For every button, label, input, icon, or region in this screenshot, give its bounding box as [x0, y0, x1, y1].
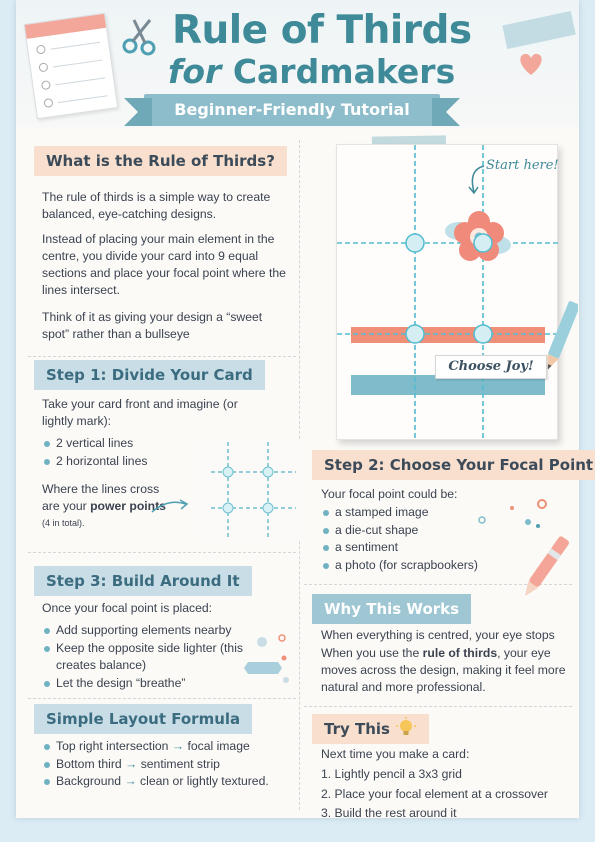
subtitle-ribbon: Beginner-Friendly Tutorial [144, 94, 440, 126]
heart-icon [516, 48, 546, 78]
washi-tape-icon [502, 11, 575, 49]
arrow-icon [150, 496, 190, 516]
tutorial-sheet [16, 0, 594, 820]
what-paragraph-3: Think of it as giving your design a “sweet spot” rather than a bullseye [42, 310, 263, 341]
why-paragraph-1: When everything is centred, your eye stops [321, 628, 555, 642]
lightbulb-icon [395, 717, 417, 739]
list-item: 2 vertical lines [42, 435, 192, 453]
why-text-bold: rule of thirds [422, 646, 498, 660]
arrow-icon: → [124, 774, 137, 788]
arrow-icon: → [171, 739, 185, 753]
list-item: a photo (for scrapbookers) [321, 557, 521, 575]
list-item: a stamped image [321, 504, 521, 522]
mini-grid-diagram [196, 440, 306, 540]
sentiment-label: Choose Joy! [435, 355, 547, 379]
what-paragraph-2: Instead of placing your main element in the centre, you divide your card into 9 equal sections and place your focal point where the lines intersect. [42, 232, 286, 297]
power-where: Where the lines cross are your [42, 482, 160, 513]
section-divider [304, 706, 572, 707]
try-intro: Next time you make a card: [321, 747, 470, 761]
pen-icon [516, 530, 572, 608]
try-title-text: Try This [324, 720, 390, 738]
list-item [42, 756, 302, 774]
card-grid [337, 145, 559, 441]
try-title [312, 714, 429, 744]
formula-key: Top right intersection [56, 739, 169, 753]
page-title-line2 [168, 52, 455, 91]
start-here-label: Start here! [486, 158, 559, 173]
formula-list [42, 738, 302, 791]
title-cardmakers: Cardmakers [232, 52, 456, 91]
try-list [321, 765, 576, 824]
header [16, 0, 579, 128]
why-title: Why This Works [312, 594, 471, 624]
section-divider [28, 552, 296, 553]
step2-title: Step 2: Choose Your Focal Point [312, 450, 595, 480]
stamp-shapes-icon [238, 632, 294, 690]
list-item [42, 773, 302, 791]
why-paragraph-2 [321, 645, 571, 696]
section-divider [28, 698, 296, 699]
section-divider [28, 356, 296, 357]
arrow-icon: → [125, 756, 138, 771]
notepad-icon [24, 13, 119, 119]
scissors-icon [120, 16, 160, 56]
formula-key: Background [56, 774, 122, 788]
list-item: 2 horizontal lines [42, 453, 192, 471]
formula-value: sentiment strip [140, 756, 220, 771]
list-item: 3. Build the rest around it [321, 806, 457, 820]
pencil-icon [544, 296, 578, 378]
step1-title: Step 1: Divide Your Card [34, 360, 265, 390]
list-item: a die-cut shape [321, 522, 521, 540]
step3-list [42, 622, 252, 692]
list-item: Add supporting elements nearby [42, 622, 252, 640]
why-text-c: , your eye moves across the design, making it feel more natural and more professional. [321, 646, 566, 694]
step1-intro: Take your card front and imagine (or lightly mark): [42, 397, 238, 428]
list-item: 1. Lightly pencil a 3x3 grid [321, 767, 462, 781]
formula-title: Simple Layout Formula [34, 704, 252, 734]
list-item: Let the design “breathe” [42, 675, 252, 693]
why-text-a: When you use the [321, 646, 423, 660]
example-card [336, 144, 558, 440]
list-item [42, 738, 302, 756]
power-points-count: (4 in total). [42, 518, 85, 528]
title-for: for [168, 52, 222, 91]
formula-value: focal image [187, 739, 250, 753]
curved-arrow-icon [464, 162, 488, 196]
step3-intro: Once your focal point is placed: [42, 601, 213, 615]
power-points-label: power points [90, 498, 166, 513]
formula-value: clean or lightly textured. [140, 774, 269, 788]
list-item: 2. Place your focal element at a crossover [321, 786, 548, 801]
what-title: What is the Rule of Thirds? [34, 146, 287, 176]
list-item: Keep the opposite side lighter (this creates balance) [42, 640, 252, 675]
step1-list [42, 435, 192, 470]
formula-key: Bottom third [56, 756, 122, 771]
step3-title: Step 3: Build Around It [34, 566, 252, 596]
step2-intro: Your focal point could be: [321, 487, 458, 501]
page-title: Rule of Thirds [172, 8, 472, 53]
list-item: a sentiment [321, 539, 521, 557]
what-paragraph-1: The rule of thirds is a simple way to create balanced, eye-catching designs. [42, 190, 271, 221]
